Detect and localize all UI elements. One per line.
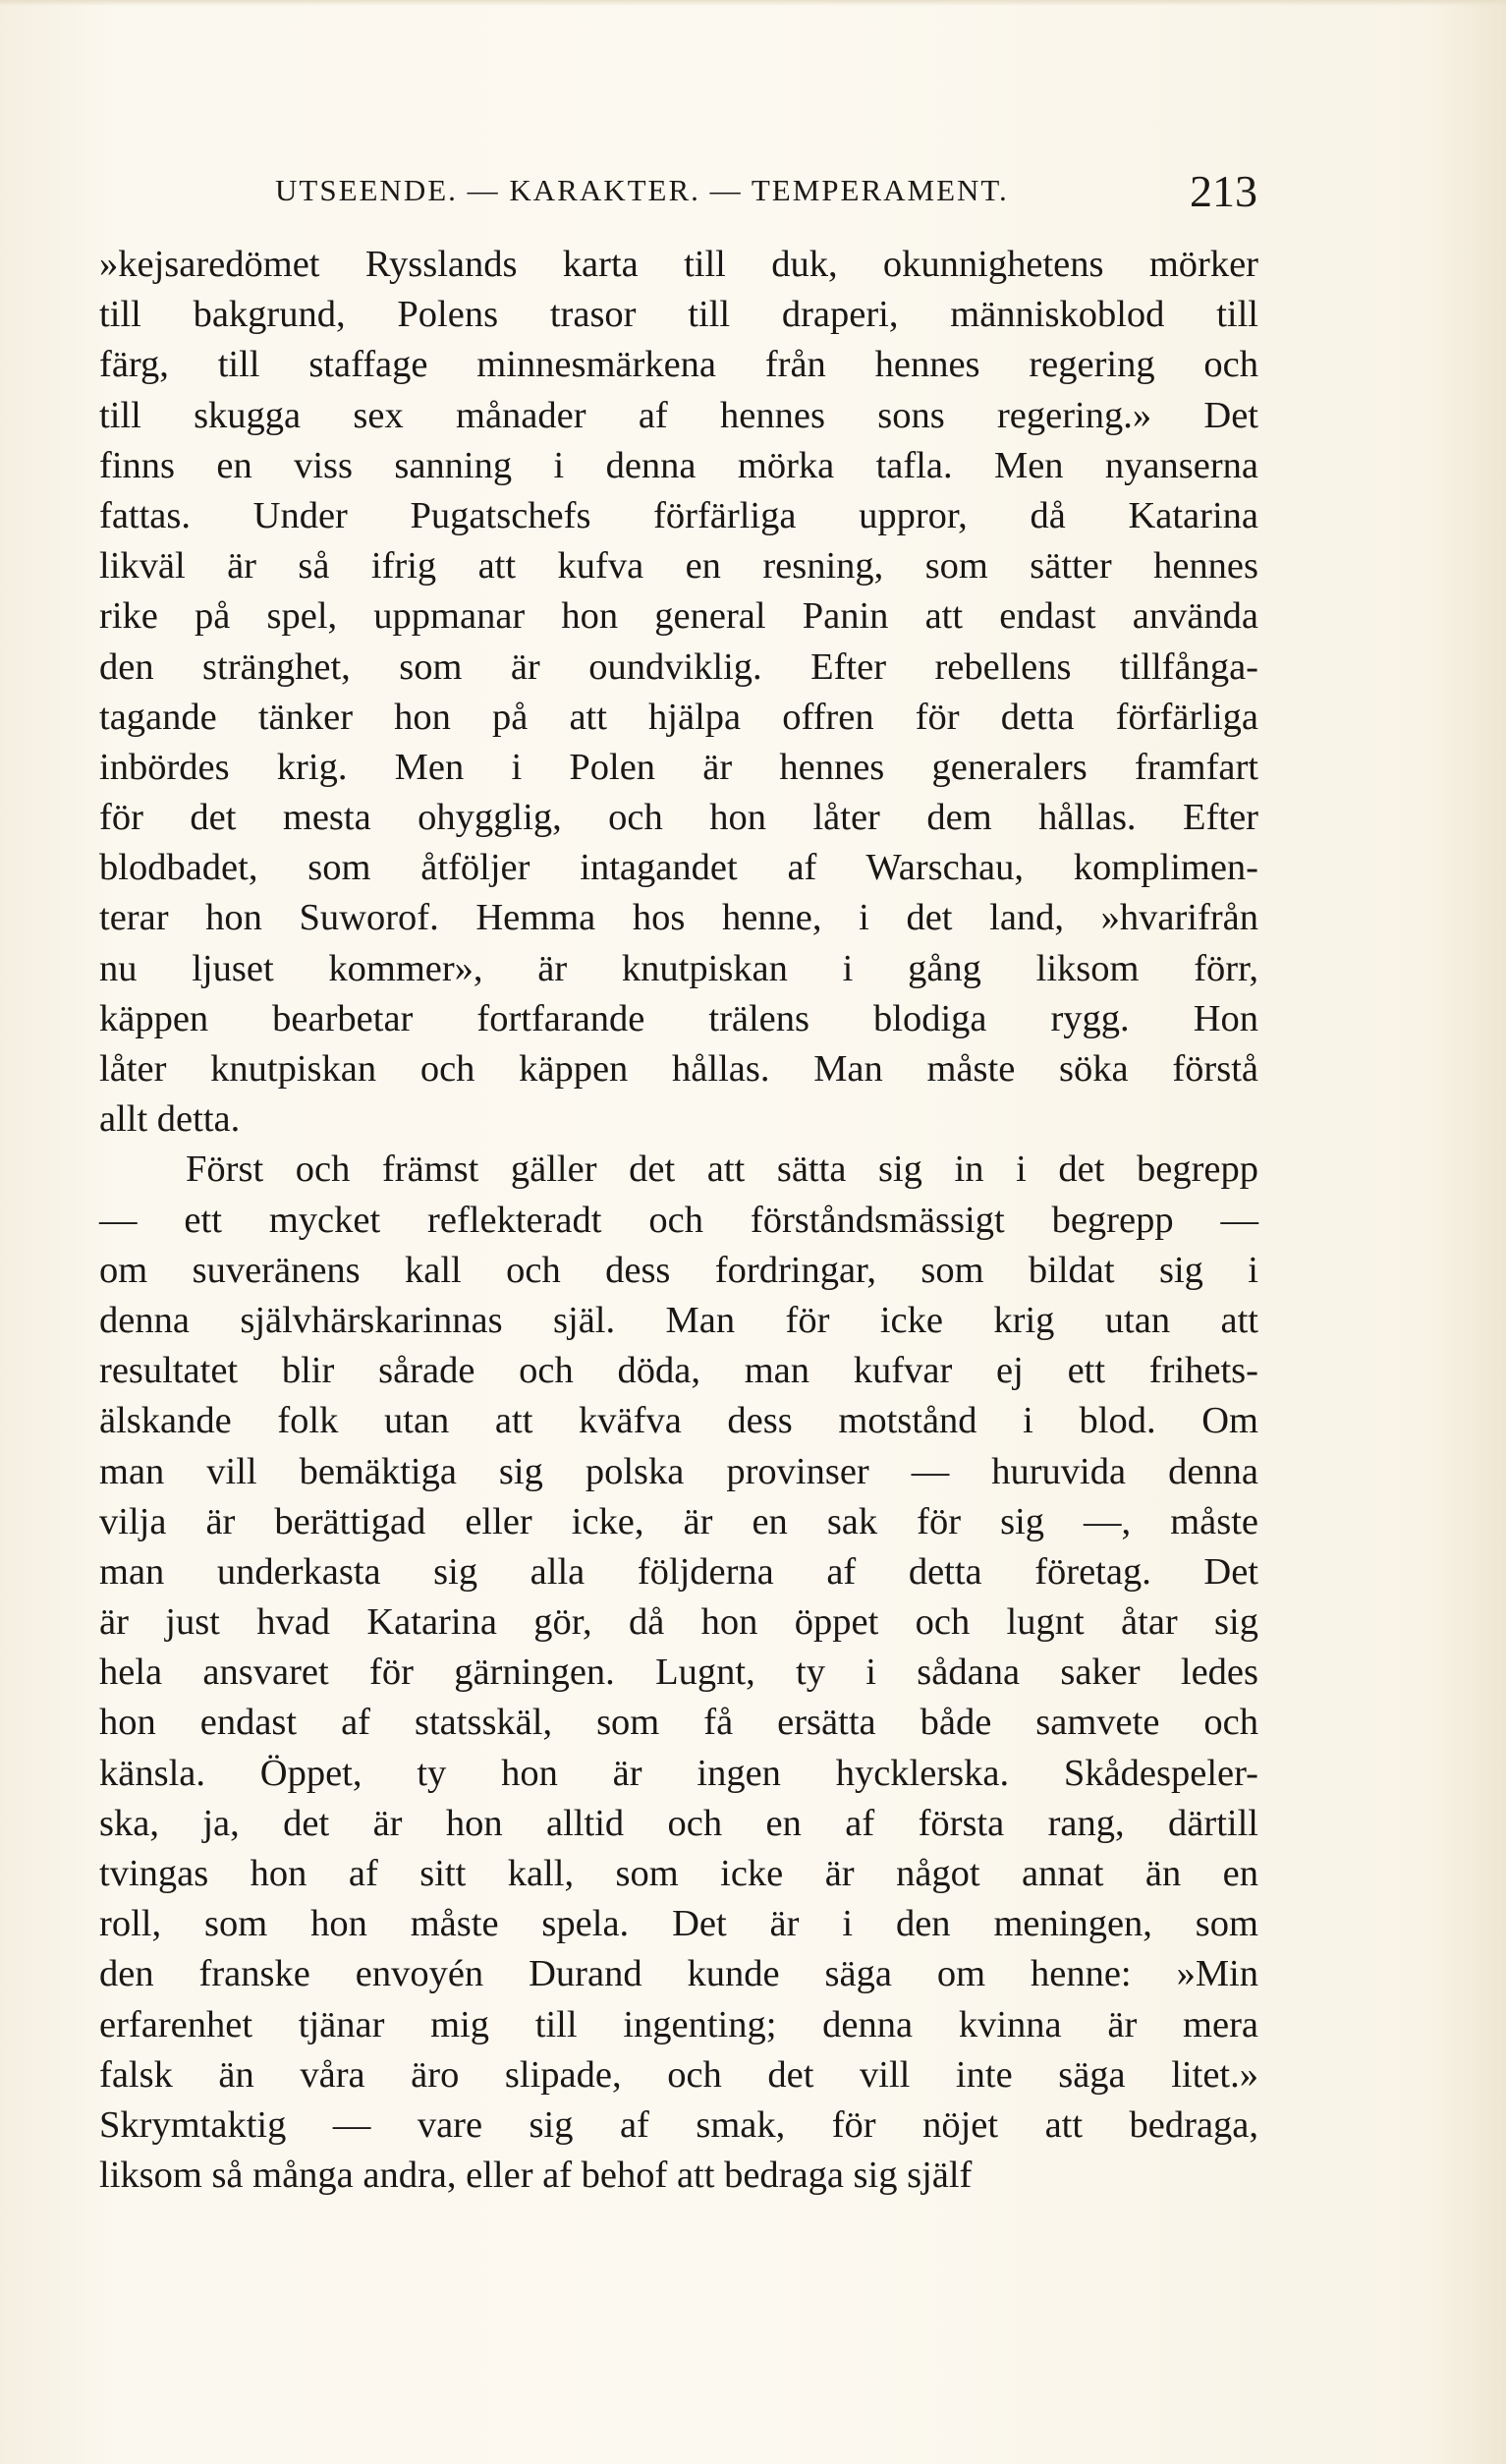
text-line: erfarenhet tjänar mig till ingenting; denna kvinna är mera xyxy=(99,2003,1258,2045)
paragraph xyxy=(99,1145,1258,2201)
text-line: är just hvad Katarina gör, då hon öppet och lugnt åtar sig xyxy=(99,1601,1258,1644)
text-line: käppen bearbetar fortfarande trälens blodiga rygg. Hon xyxy=(99,997,1258,1039)
text-line: »kejsaredömet Rysslands karta till duk, okunnighetens mörker xyxy=(99,244,1258,285)
text-line: hon endast af statsskäl, som få ersätta både samvete och xyxy=(99,1702,1258,1744)
text-line: tagande tänker hon på att hjälpa offren för detta förfärliga xyxy=(99,696,1258,738)
text-line: nu ljuset kommer», är knutpiskan i gång liksom förr, xyxy=(99,947,1258,989)
text-line: falsk än våra äro slipade, och det vill inte säga litet.» xyxy=(99,2053,1258,2096)
text-line: terar hon Suworof. Hemma hos henne, i det land, »hvarifrån xyxy=(99,897,1258,939)
body-text xyxy=(99,240,1258,2201)
text-line: färg, till staffage minnesmärkena från hennes regering och xyxy=(99,344,1258,386)
text-line: finns en viss sanning i denna mörka tafla. Men nyanserna xyxy=(99,444,1258,486)
text-line: ska, ja, det är hon alltid och en af första rang, därtill xyxy=(99,1802,1258,1844)
text-line: älskande folk utan att kväfva dess motstånd i blod. Om xyxy=(99,1400,1258,1442)
text-line: denna självhärskarinnas själ. Man för icke krig utan att xyxy=(99,1299,1258,1341)
page-header xyxy=(275,165,1257,224)
text-line: om suveränens kall och dess fordringar, som bildat sig i xyxy=(99,1249,1258,1291)
text-line: den franske envoyén Durand kunde säga om henne: »Min xyxy=(99,1953,1258,1995)
text-line: låter knutpiskan och käppen hållas. Man måste söka förstå xyxy=(99,1048,1258,1090)
text-line: tvingas hon af sitt kall, som icke är något annat än en xyxy=(99,1853,1258,1894)
text-line: Först och främst gäller det att sätta sig in i det begrepp xyxy=(186,1148,1258,1191)
text-line: blodbadet, som åtföljer intagandet af Warschau, komplimen- xyxy=(99,847,1258,889)
text-line: för det mesta ohygglig, och hon låter dem hållas. Efter xyxy=(99,797,1258,839)
text-line: känsla. Öppet, ty hon är ingen hycklerska. Skådespeler- xyxy=(99,1752,1258,1794)
text-line: man underkasta sig alla följderna af detta företag. Det xyxy=(99,1550,1258,1593)
text-line: man vill bemäktiga sig polska provinser — huruvida denna xyxy=(99,1450,1258,1492)
text-line: allt detta. xyxy=(99,1098,241,1141)
text-line: rike på spel, uppmanar hon general Panin att endast använda xyxy=(99,595,1258,638)
paragraph xyxy=(99,240,1258,1145)
text-line: likväl är så ifrig att kufva en resning, som sätter hennes xyxy=(99,545,1258,588)
text-line: den stränghet, som är oundviklig. Efter rebellens tillfånga- xyxy=(99,645,1258,688)
text-line: Skrymtaktig — vare sig af smak, för nöjet att bedraga, xyxy=(99,2103,1258,2146)
text-line: inbördes krig. Men i Polen är hennes generalers framfart xyxy=(99,746,1258,788)
running-head: UTSEENDE. — KARAKTER. — TEMPERAMENT. xyxy=(275,173,1009,207)
text-line: vilja är berättigad eller icke, är en sak för sig —, måste xyxy=(99,1500,1258,1542)
text-line: — ett mycket reflekteradt och förståndsmässigt begrepp — xyxy=(99,1199,1258,1241)
text-line: fattas. Under Pugatschefs förfärliga uppror, då Katarina xyxy=(99,494,1258,536)
text-line: till skugga sex månader af hennes sons regering.» Det xyxy=(99,394,1258,436)
page-number: 213 xyxy=(1190,166,1257,216)
text-line: hela ansvaret för gärningen. Lugnt, ty i sådana saker ledes xyxy=(99,1652,1258,1694)
text-line: till bakgrund, Polens trasor till draperi, människoblod till xyxy=(99,294,1258,336)
text-line: resultatet blir sårade och döda, man kufvar ej ett frihets- xyxy=(99,1350,1258,1392)
page-top-edge xyxy=(0,0,1506,6)
text-line: liksom så många andra, eller af behof att bedraga sig själf xyxy=(99,2155,973,2197)
text-line: roll, som hon måste spela. Det är i den meningen, som xyxy=(99,1903,1258,1945)
